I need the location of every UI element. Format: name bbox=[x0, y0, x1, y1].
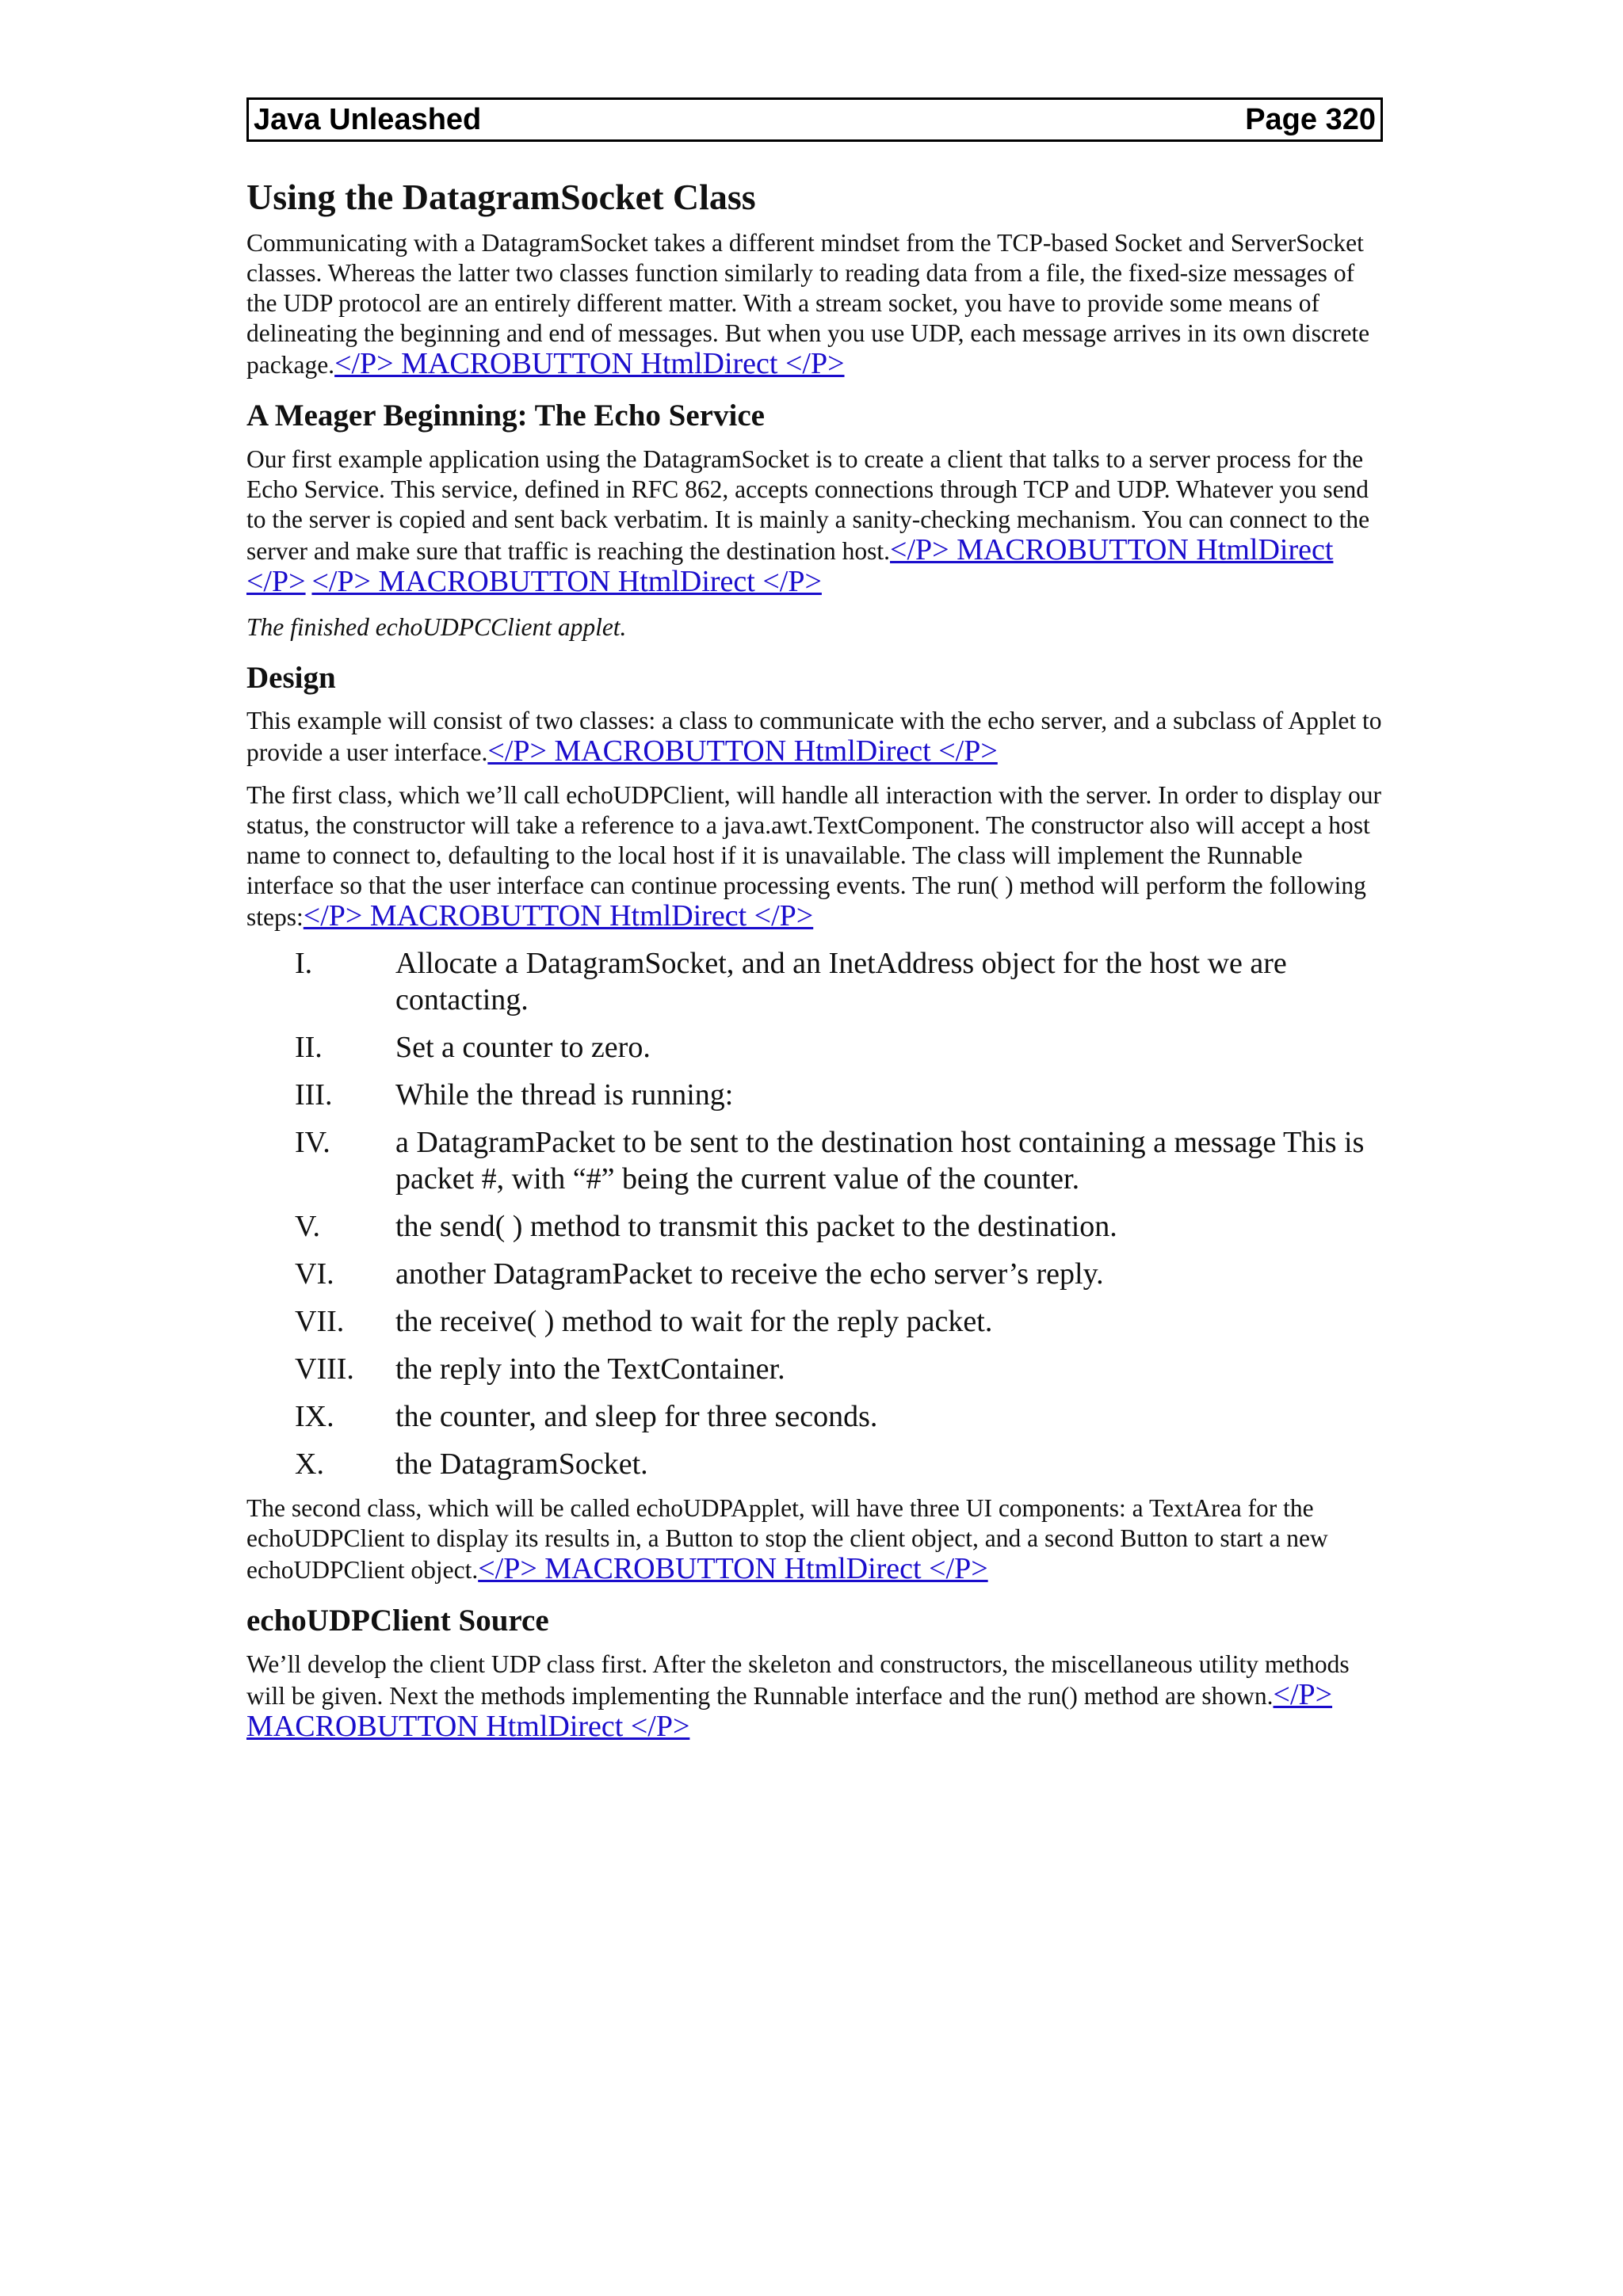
macrobutton-link[interactable]: </P> MACROBUTTON HtmlDirect </P> bbox=[246, 1678, 1333, 1744]
paragraph-design bbox=[246, 706, 1383, 768]
macrobutton-link[interactable]: </P> MACROBUTTON HtmlDirect </P> bbox=[303, 899, 814, 933]
list-number: X. bbox=[295, 1447, 324, 1482]
macrobutton-link[interactable]: </P> MACROBUTTON HtmlDirect </P> bbox=[334, 346, 845, 380]
paragraph-intro bbox=[246, 228, 1383, 380]
list-text: the send( ) method to transmit this packet to the destination. bbox=[395, 1210, 1117, 1244]
heading-client-source: echoUDPClient Source bbox=[246, 1604, 549, 1638]
list-number: III. bbox=[295, 1078, 333, 1112]
list-text: the DatagramSocket. bbox=[395, 1447, 648, 1482]
book-title: Java Unleashed bbox=[254, 102, 482, 136]
list-text: Allocate a DatagramSocket, and an InetAddress object for the host we are contacting. bbox=[395, 947, 1287, 1017]
list-text: the receive( ) method to wait for the reply packet. bbox=[395, 1305, 993, 1339]
page-number: Page 320 bbox=[1245, 102, 1376, 136]
paragraph-text: The second class, which will be called echoUDPApplet, will have three UI components: a TextArea for the echoUDPClient to display its results in, a Button to stop the client object, and a second Button to start a new echoUDPClient object. bbox=[246, 1494, 1328, 1585]
list-text: Set a counter to zero. bbox=[395, 1031, 651, 1065]
list-text: another DatagramPacket to receive the echo server’s reply. bbox=[395, 1257, 1104, 1291]
list-text: the reply into the TextContainer. bbox=[395, 1352, 785, 1386]
list-item bbox=[246, 1446, 1383, 1482]
list-number: II. bbox=[295, 1031, 323, 1065]
macrobutton-link[interactable]: </P> MACROBUTTON HtmlDirect </P> bbox=[487, 734, 998, 769]
heading-design: Design bbox=[246, 660, 336, 695]
list-item bbox=[246, 1256, 1383, 1292]
list-number: VI. bbox=[295, 1257, 334, 1291]
macrobutton-link[interactable]: </P> MACROBUTTON HtmlDirect </P> bbox=[478, 1552, 988, 1586]
list-number: I. bbox=[295, 947, 313, 981]
list-number: IV. bbox=[295, 1126, 330, 1160]
paragraph-first-class bbox=[246, 780, 1383, 933]
list-item bbox=[246, 1208, 1383, 1245]
document-page bbox=[246, 97, 1383, 1756]
list-text: a DatagramPacket to be sent to the destination host containing a message This is packet #, with “#” being the current value of the counter. bbox=[395, 1126, 1365, 1196]
paragraph-second-class bbox=[246, 1493, 1383, 1585]
paragraph-client-source bbox=[246, 1650, 1383, 1743]
list-text: the counter, and sleep for three seconds. bbox=[395, 1400, 878, 1434]
steps-list bbox=[246, 945, 1383, 1482]
list-item bbox=[246, 945, 1383, 1018]
list-number: VIII. bbox=[295, 1352, 354, 1386]
paragraph-text: Our first example application using the DatagramSocket is to create a client that talks to a server process for the Echo Service. This service, defined in RFC 862, accepts connections through TCP and UDP. Whatever you send to the server is copied and sent back verbatim. It is mainly a sanity-checking mechanism. You can connect to the server and make sure that traffic is reaching the destination host. bbox=[246, 444, 1370, 565]
macrobutton-link[interactable]: </P> MACROBUTTON HtmlDirect </P> bbox=[246, 532, 1334, 598]
paragraph-text: Communicating with a DatagramSocket takes a different mindset from the TCP-based Socket and ServerSocket classes. Whereas the latter two classes function similarly to reading data from a file, the fixed-size messages of the UDP protocol are an entirely different matter. With a stream socket, you have to provide some means of delineating the beginning and end of messages. But when you use UDP, each message arrives in its own discrete package. bbox=[246, 228, 1370, 379]
list-item bbox=[246, 1077, 1383, 1113]
list-item bbox=[246, 1124, 1383, 1197]
macrobutton-link[interactable]: </P> MACROBUTTON HtmlDirect </P> bbox=[311, 564, 822, 598]
list-item bbox=[246, 1351, 1383, 1387]
list-item bbox=[246, 1398, 1383, 1435]
paragraph-text: We’ll develop the client UDP class first. After the skeleton and constructors, the miscellaneous utility methods will be given. Next the methods implementing the Runnable interface and the run() method are shown. bbox=[246, 1650, 1350, 1711]
section-title: Using the DatagramSocket Class bbox=[246, 177, 756, 217]
list-number: IX. bbox=[295, 1400, 334, 1434]
list-text: While the thread is running: bbox=[395, 1078, 734, 1112]
list-number: VII. bbox=[295, 1305, 345, 1339]
figure-caption: The finished echoUDPCClient applet. bbox=[246, 612, 627, 641]
list-item bbox=[246, 1303, 1383, 1340]
paragraph-echo bbox=[246, 444, 1383, 598]
list-number: V. bbox=[295, 1210, 321, 1244]
page-header bbox=[246, 97, 1383, 142]
paragraph-text: This example will consist of two classes: a class to communicate with the echo server, and a subclass of Applet to provide a user interface. bbox=[246, 707, 1382, 767]
paragraph-text: The first class, which we’ll call echoUDPClient, will handle all interaction with the server. In order to display our status, the constructor will take a reference to a java.awt.TextComponent. The constructor also will accept a host name to connect to, defaulting to the local host if it is unavailable. The class will implement the Runnable interface so that the user interface can continue processing events. The run( ) method will perform the following steps: bbox=[246, 781, 1381, 932]
heading-echo-service: A Meager Beginning: The Echo Service bbox=[246, 398, 765, 433]
list-item bbox=[246, 1029, 1383, 1066]
